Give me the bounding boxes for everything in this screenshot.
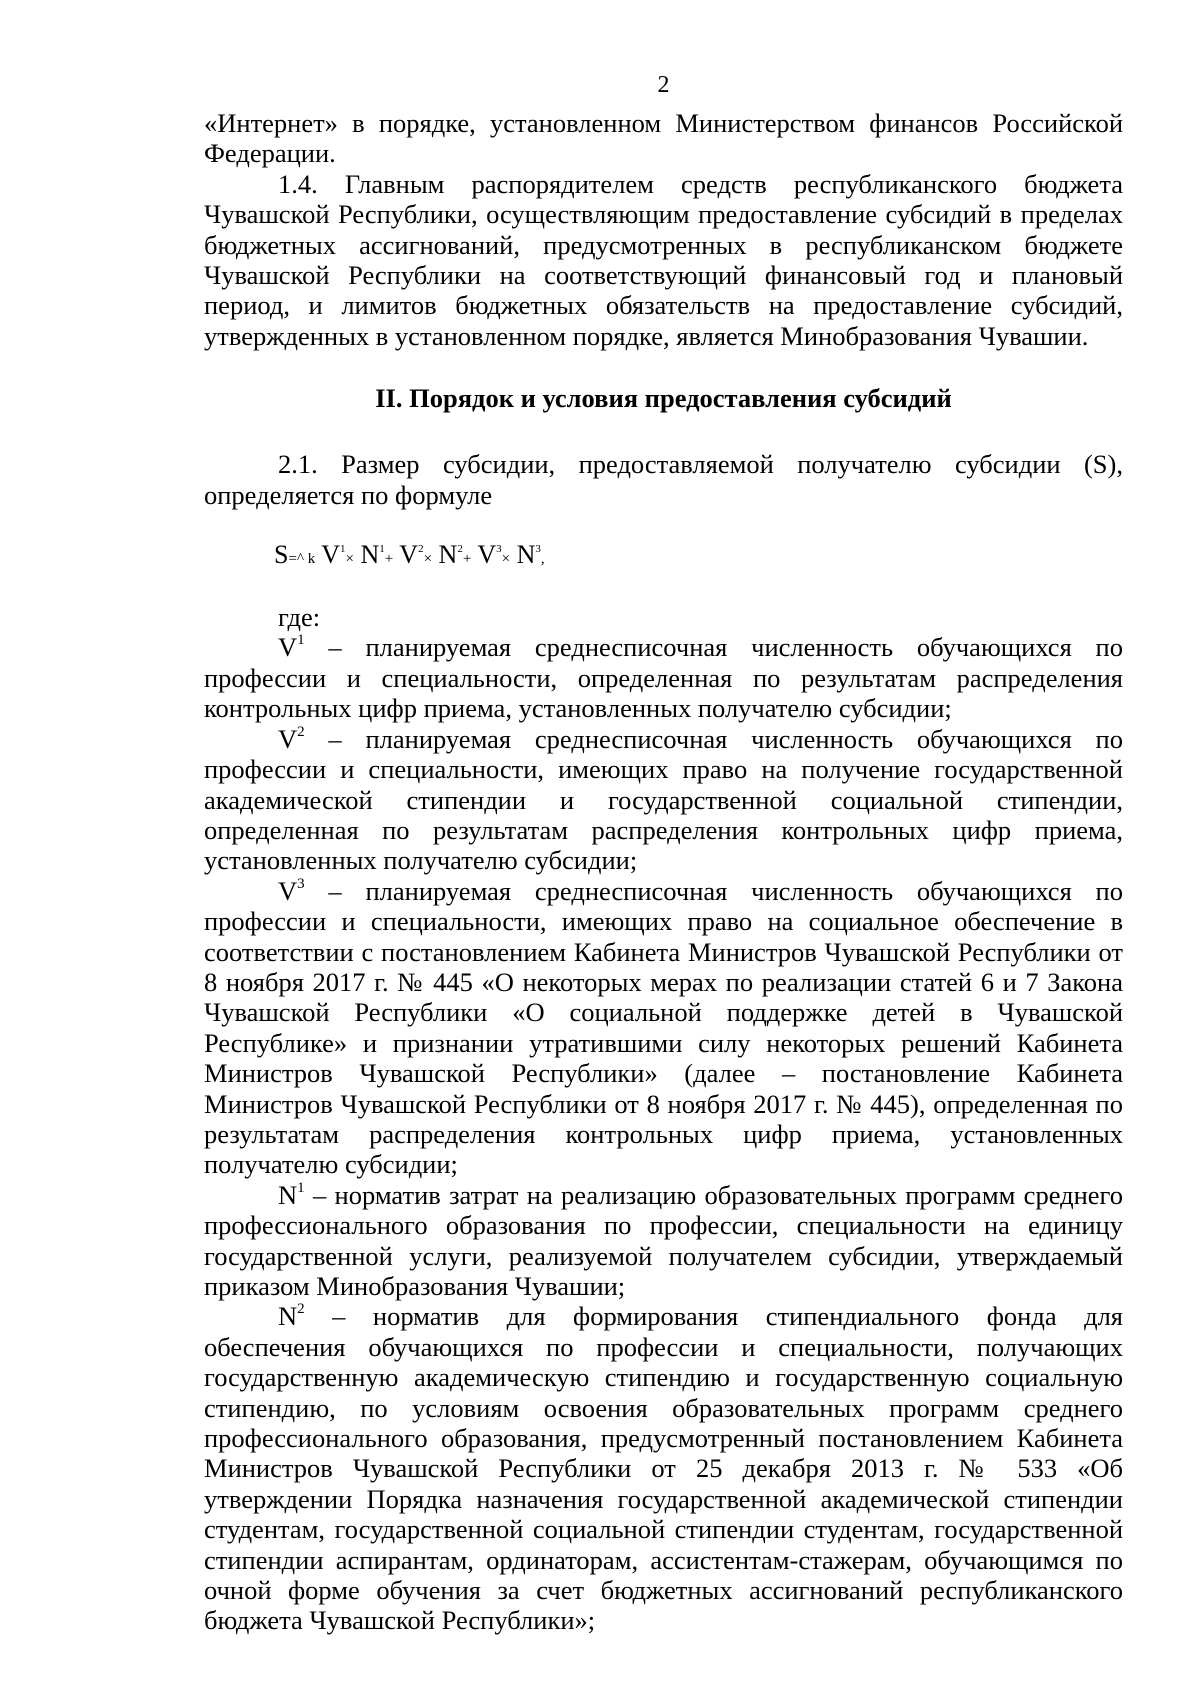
paragraph-2-1: 2.1. Размер субсидии, предоставляемой получателю субсидии (S), определяется по формуле (204, 449, 1123, 510)
formula-n1: N (360, 540, 380, 570)
definition-text: – планируемая среднесписочная численность обучающихся по профессии и специальности, определенная по результатам распределения контрольных цифр приема, установленных получателю субсидии; (204, 632, 1123, 724)
formula-n2: N (438, 540, 458, 570)
paragraph-intro: «Интернет» в порядке, установленном Министерством финансов Российской Федерации. (204, 108, 1123, 169)
definition-text: – норматив для формирования стипендиального фонда для обеспечения обучающихся по профессии и специальности, получающих государственную академическую стипендию и государственную социальную стипендию, по условиям освоения образовательных программ среднего профессионального образования, предусмотренный постановлением Кабинета Министров Чувашской Республики от 25 декабря 2013 г. № 533 «Об утверждении Порядка назначения государственной академической стипендии студентам, государственной социальной стипендии студентам, государственной стипендии аспирантам, ординаторам, ассистентам-стажерам, обучающимся по очной форме обучения за счет бюджетных ассигнований республиканского бюджета Чувашской Республики»; (204, 1301, 1123, 1636)
definition-symbol: N (278, 1179, 298, 1210)
formula-v1: V (321, 540, 341, 570)
definition-index: 3 (297, 875, 305, 892)
formula-times-2: × (423, 551, 433, 568)
formula-times-1: × (345, 551, 355, 568)
definition-symbol: V (278, 875, 298, 906)
definition-index: 2 (297, 723, 305, 740)
formula-v3: V (477, 540, 497, 570)
page-number: 2 (657, 72, 670, 98)
formula-n3-idx: 3 (535, 543, 541, 556)
formula-v2: V (399, 540, 419, 570)
definition-index: 1 (297, 1179, 305, 1196)
formula-n1-idx: 1 (379, 543, 385, 556)
definition-index: 2 (297, 1301, 305, 1318)
formula-v1-idx: 1 (340, 543, 346, 556)
definition-text: – планируемая среднесписочная численность обучающихся по профессии и специальности, имеющих право на социальное обеспечение в соответствии с постановлением Кабинета Министров Чувашской Республики от 8 ноября 2017 г. № 445 «О некоторых мерах по реализации статей 6 и 7 Закона Чувашской Республики «О социальной поддержке детей в Чувашской Республике» и признании утратившими силу некоторых решений Кабинета Министров Чувашской Республики» (далее – постановление Кабинета Министров Чувашской Республики от 8 ноября 2017 г. № 445), определенная по результатам распределения контрольных цифр приема, установленных получателю субсидии; (204, 875, 1123, 1180)
formula-tail: , (540, 551, 545, 568)
definition-n2 (204, 1301, 1123, 1635)
definition-text: – норматив затрат на реализацию образовательных программ среднего профессионального образования по профессии, специальности на единицу государственной услуги, реализуемой получателем субсидии, утверждаемый приказом Минобразования Чувашии; (204, 1179, 1123, 1301)
definition-symbol: N (278, 1301, 298, 1332)
formula-v2-idx: 2 (418, 543, 424, 556)
formula-plus-2: + (462, 551, 472, 568)
definition-index: 1 (297, 632, 305, 649)
definition-symbol: V (278, 723, 298, 754)
formula-n3: N (516, 540, 536, 570)
section-heading: II. Порядок и условия предоставления субсидий (375, 383, 952, 414)
formula-times-3: × (501, 551, 511, 568)
paragraph-1-4: 1.4. Главным распорядителем средств республиканского бюджета Чувашской Республики, осуществляющим предоставление субсидий в пределах бюджетных ассигнований, предусмотренных в республиканском бюджете Чувашской Республики на соответствующий финансовый год и плановый период, и лимитов бюджетных обязательств на предоставление субсидий, утвержденных в установленном порядке, является Минобразования Чувашии. (204, 168, 1123, 351)
definition-v2 (204, 724, 1123, 876)
definition-n1 (204, 1180, 1123, 1302)
formula-lhs: S (274, 540, 289, 570)
document-page (204, 70, 1123, 1636)
definition-symbol: V (278, 632, 298, 663)
formula-plus-1: + (384, 551, 394, 568)
formula-v3-idx: 3 (496, 543, 502, 556)
where-label: где: (278, 602, 321, 633)
definition-v1 (204, 632, 1123, 723)
definition-text: – планируемая среднесписочная численность обучающихся по профессии и специальности, имеющих право на получение государственной академической стипендии и государственной социальной стипендии, определенная по результатам распределения контрольных цифр приема, установленных получателю субсидии; (204, 723, 1123, 876)
formula-coef: ^ k (296, 551, 316, 568)
formula-n2-idx: 2 (457, 543, 463, 556)
formula-eq: = (288, 551, 297, 568)
definition-v3 (204, 876, 1123, 1180)
subsidy-formula (274, 538, 1123, 576)
